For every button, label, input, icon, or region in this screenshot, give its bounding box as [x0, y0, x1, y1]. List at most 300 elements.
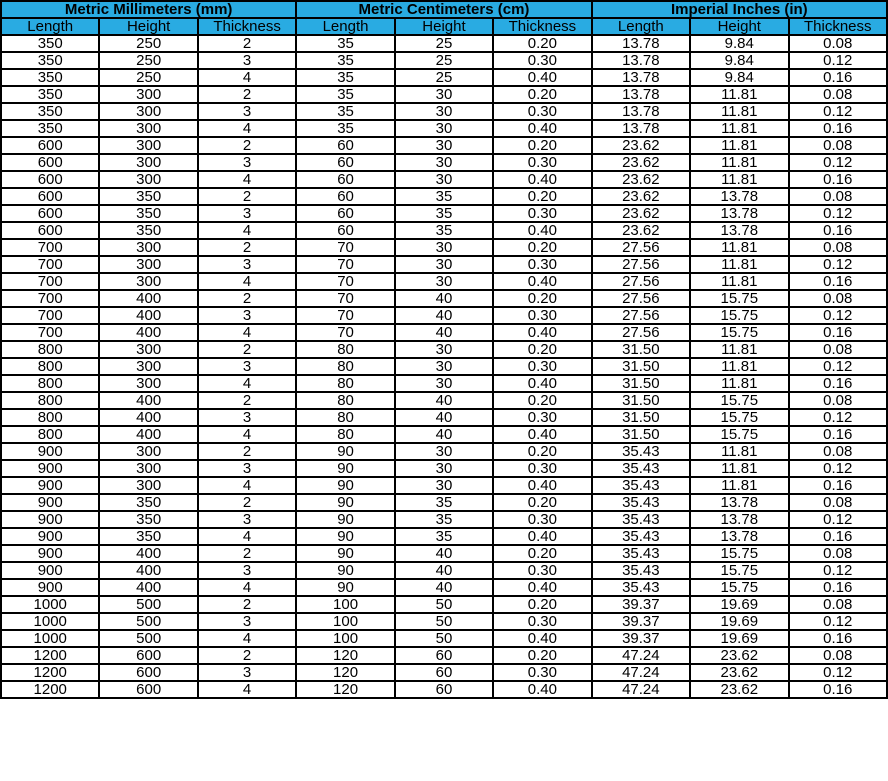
cell: 1200 [1, 647, 99, 664]
cell: 30 [395, 171, 493, 188]
cell: 0.20 [493, 290, 591, 307]
cell: 4 [198, 630, 296, 647]
column-header-length: Length [1, 18, 99, 35]
table-row [1, 409, 887, 426]
cell: 800 [1, 426, 99, 443]
cell: 300 [99, 154, 197, 171]
cell: 4 [198, 528, 296, 545]
cell: 300 [99, 256, 197, 273]
cell: 600 [1, 222, 99, 239]
cell: 3 [198, 664, 296, 681]
cell: 1000 [1, 596, 99, 613]
table-row [1, 103, 887, 120]
cell: 3 [198, 511, 296, 528]
cell: 900 [1, 511, 99, 528]
cell: 9.84 [690, 52, 788, 69]
cell: 15.75 [690, 307, 788, 324]
column-header-height: Height [99, 18, 197, 35]
cell: 3 [198, 103, 296, 120]
cell: 0.08 [789, 239, 888, 256]
cell: 13.78 [690, 222, 788, 239]
cell: 0.20 [493, 188, 591, 205]
cell: 35 [296, 120, 394, 137]
cell: 9.84 [690, 35, 788, 52]
cell: 13.78 [690, 494, 788, 511]
cell: 2 [198, 86, 296, 103]
table-row [1, 290, 887, 307]
cell: 800 [1, 358, 99, 375]
cell: 47.24 [592, 664, 690, 681]
cell: 2 [198, 647, 296, 664]
cell: 39.37 [592, 613, 690, 630]
cell: 90 [296, 494, 394, 511]
table-row [1, 324, 887, 341]
cell: 90 [296, 528, 394, 545]
cell: 0.30 [493, 460, 591, 477]
cell: 1000 [1, 613, 99, 630]
cell: 0.16 [789, 375, 888, 392]
cell: 47.24 [592, 681, 690, 698]
cell: 800 [1, 375, 99, 392]
cell: 11.81 [690, 358, 788, 375]
cell: 250 [99, 52, 197, 69]
cell: 35.43 [592, 579, 690, 596]
cell: 25 [395, 35, 493, 52]
cell: 23.62 [690, 664, 788, 681]
cell: 0.16 [789, 630, 888, 647]
cell: 80 [296, 341, 394, 358]
cell: 0.30 [493, 613, 591, 630]
cell: 0.12 [789, 562, 888, 579]
cell: 3 [198, 52, 296, 69]
cell: 0.40 [493, 120, 591, 137]
cell: 2 [198, 137, 296, 154]
cell: 300 [99, 171, 197, 188]
cell: 0.08 [789, 341, 888, 358]
cell: 2 [198, 545, 296, 562]
cell: 600 [1, 205, 99, 222]
cell: 900 [1, 579, 99, 596]
cell: 4 [198, 222, 296, 239]
cell: 600 [99, 681, 197, 698]
cell: 600 [1, 188, 99, 205]
cell: 700 [1, 324, 99, 341]
cell: 2 [198, 188, 296, 205]
cell: 300 [99, 477, 197, 494]
cell: 0.16 [789, 120, 888, 137]
cell: 90 [296, 443, 394, 460]
column-header-height: Height [690, 18, 788, 35]
cell: 35 [395, 188, 493, 205]
cell: 400 [99, 426, 197, 443]
table-row [1, 239, 887, 256]
cell: 0.20 [493, 239, 591, 256]
cell: 13.78 [690, 528, 788, 545]
group-header-imperial-in: Imperial Inches (in) [592, 1, 887, 18]
cell: 0.30 [493, 103, 591, 120]
cell: 90 [296, 545, 394, 562]
cell: 0.12 [789, 154, 888, 171]
cell: 31.50 [592, 358, 690, 375]
cell: 0.12 [789, 103, 888, 120]
cell: 0.16 [789, 69, 888, 86]
cell: 47.24 [592, 647, 690, 664]
cell: 4 [198, 375, 296, 392]
cell: 700 [1, 256, 99, 273]
cell: 0.08 [789, 188, 888, 205]
cell: 13.78 [592, 69, 690, 86]
table-row [1, 613, 887, 630]
cell: 0.20 [493, 494, 591, 511]
table-row [1, 375, 887, 392]
cell: 30 [395, 273, 493, 290]
cell: 0.40 [493, 579, 591, 596]
cell: 30 [395, 477, 493, 494]
table-row [1, 647, 887, 664]
cell: 0.20 [493, 545, 591, 562]
cell: 35 [296, 86, 394, 103]
column-header-row [1, 18, 887, 35]
cell: 900 [1, 460, 99, 477]
cell: 40 [395, 290, 493, 307]
cell: 30 [395, 460, 493, 477]
cell: 0.20 [493, 443, 591, 460]
cell: 39.37 [592, 630, 690, 647]
cell: 400 [99, 392, 197, 409]
cell: 35.43 [592, 562, 690, 579]
cell: 700 [1, 239, 99, 256]
cell: 40 [395, 545, 493, 562]
cell: 35 [395, 511, 493, 528]
cell: 11.81 [690, 120, 788, 137]
cell: 30 [395, 137, 493, 154]
table-row [1, 545, 887, 562]
cell: 0.16 [789, 528, 888, 545]
cell: 30 [395, 120, 493, 137]
cell: 35.43 [592, 443, 690, 460]
cell: 11.81 [690, 239, 788, 256]
cell: 900 [1, 494, 99, 511]
cell: 30 [395, 256, 493, 273]
cell: 3 [198, 256, 296, 273]
table-row [1, 562, 887, 579]
cell: 500 [99, 596, 197, 613]
cell: 0.20 [493, 137, 591, 154]
cell: 70 [296, 239, 394, 256]
cell: 13.78 [690, 188, 788, 205]
cell: 23.62 [690, 681, 788, 698]
cell: 2 [198, 392, 296, 409]
table-row [1, 222, 887, 239]
cell: 0.40 [493, 528, 591, 545]
cell: 23.62 [592, 222, 690, 239]
cell: 0.30 [493, 358, 591, 375]
cell: 50 [395, 596, 493, 613]
cell: 13.78 [592, 120, 690, 137]
cell: 2 [198, 341, 296, 358]
table-row [1, 460, 887, 477]
cell: 23.62 [690, 647, 788, 664]
cell: 300 [99, 358, 197, 375]
cell: 31.50 [592, 341, 690, 358]
cell: 600 [1, 171, 99, 188]
cell: 0.08 [789, 596, 888, 613]
cell: 35 [296, 103, 394, 120]
cell: 100 [296, 613, 394, 630]
cell: 600 [1, 154, 99, 171]
cell: 40 [395, 579, 493, 596]
cell: 1200 [1, 681, 99, 698]
cell: 70 [296, 256, 394, 273]
cell: 0.08 [789, 137, 888, 154]
table-row [1, 273, 887, 290]
cell: 11.81 [690, 477, 788, 494]
cell: 60 [395, 647, 493, 664]
table-row [1, 494, 887, 511]
cell: 700 [1, 307, 99, 324]
cell: 2 [198, 596, 296, 613]
table-row [1, 681, 887, 698]
table-row [1, 256, 887, 273]
cell: 9.84 [690, 69, 788, 86]
table-row [1, 69, 887, 86]
table-row [1, 35, 887, 52]
cell: 35 [296, 35, 394, 52]
cell: 350 [1, 69, 99, 86]
cell: 300 [99, 239, 197, 256]
cell: 60 [395, 664, 493, 681]
cell: 400 [99, 579, 197, 596]
cell: 600 [99, 647, 197, 664]
cell: 60 [296, 154, 394, 171]
cell: 4 [198, 579, 296, 596]
cell: 0.08 [789, 545, 888, 562]
cell: 2 [198, 494, 296, 511]
cell: 50 [395, 630, 493, 647]
cell: 400 [99, 290, 197, 307]
cell: 3 [198, 613, 296, 630]
cell: 11.81 [690, 154, 788, 171]
cell: 80 [296, 409, 394, 426]
cell: 70 [296, 307, 394, 324]
cell: 13.78 [690, 205, 788, 222]
cell: 0.08 [789, 647, 888, 664]
cell: 11.81 [690, 443, 788, 460]
cell: 900 [1, 477, 99, 494]
cell: 0.16 [789, 171, 888, 188]
cell: 31.50 [592, 426, 690, 443]
cell: 11.81 [690, 171, 788, 188]
cell: 4 [198, 171, 296, 188]
cell: 40 [395, 562, 493, 579]
cell: 0.08 [789, 35, 888, 52]
cell: 100 [296, 630, 394, 647]
cell: 0.12 [789, 409, 888, 426]
cell: 31.50 [592, 392, 690, 409]
cell: 90 [296, 460, 394, 477]
table-row [1, 205, 887, 222]
cell: 13.78 [592, 86, 690, 103]
cell: 13.78 [592, 103, 690, 120]
cell: 40 [395, 426, 493, 443]
cell: 0.12 [789, 52, 888, 69]
cell: 350 [99, 188, 197, 205]
cell: 19.69 [690, 596, 788, 613]
cell: 15.75 [690, 392, 788, 409]
table-row [1, 630, 887, 647]
cell: 39.37 [592, 596, 690, 613]
cell: 0.08 [789, 392, 888, 409]
table-row [1, 120, 887, 137]
cell: 31.50 [592, 409, 690, 426]
cell: 350 [1, 86, 99, 103]
cell: 120 [296, 647, 394, 664]
cell: 15.75 [690, 562, 788, 579]
cell: 25 [395, 69, 493, 86]
cell: 60 [296, 205, 394, 222]
cell: 2 [198, 239, 296, 256]
cell: 11.81 [690, 86, 788, 103]
cell: 40 [395, 392, 493, 409]
cell: 35 [395, 205, 493, 222]
cell: 350 [99, 528, 197, 545]
cell: 23.62 [592, 154, 690, 171]
cell: 35 [395, 528, 493, 545]
cell: 2 [198, 35, 296, 52]
cell: 3 [198, 154, 296, 171]
cell: 13.78 [592, 52, 690, 69]
cell: 0.40 [493, 324, 591, 341]
cell: 500 [99, 613, 197, 630]
cell: 0.16 [789, 681, 888, 698]
cell: 0.20 [493, 596, 591, 613]
cell: 35.43 [592, 511, 690, 528]
cell: 30 [395, 154, 493, 171]
cell: 35.43 [592, 494, 690, 511]
cell: 11.81 [690, 103, 788, 120]
cell: 70 [296, 290, 394, 307]
cell: 4 [198, 69, 296, 86]
cell: 0.30 [493, 409, 591, 426]
cell: 15.75 [690, 324, 788, 341]
cell: 300 [99, 443, 197, 460]
cell: 4 [198, 324, 296, 341]
cell: 60 [296, 137, 394, 154]
cell: 0.20 [493, 647, 591, 664]
cell: 50 [395, 613, 493, 630]
table-row [1, 52, 887, 69]
table-row [1, 426, 887, 443]
cell: 350 [99, 205, 197, 222]
cell: 23.62 [592, 137, 690, 154]
cell: 0.40 [493, 273, 591, 290]
table-row [1, 511, 887, 528]
cell: 400 [99, 409, 197, 426]
cell: 11.81 [690, 256, 788, 273]
cell: 0.30 [493, 256, 591, 273]
cell: 40 [395, 409, 493, 426]
cell: 3 [198, 358, 296, 375]
cell: 15.75 [690, 545, 788, 562]
cell: 23.62 [592, 205, 690, 222]
cell: 350 [1, 120, 99, 137]
table-row [1, 358, 887, 375]
cell: 0.40 [493, 426, 591, 443]
cell: 30 [395, 443, 493, 460]
cell: 800 [1, 341, 99, 358]
cell: 300 [99, 375, 197, 392]
cell: 0.16 [789, 324, 888, 341]
table-row [1, 154, 887, 171]
cell: 0.20 [493, 392, 591, 409]
cell: 0.30 [493, 52, 591, 69]
cell: 0.30 [493, 307, 591, 324]
cell: 120 [296, 681, 394, 698]
table-row [1, 528, 887, 545]
cell: 35.43 [592, 477, 690, 494]
cell: 0.30 [493, 511, 591, 528]
cell: 4 [198, 120, 296, 137]
column-header-thickness: Thickness [198, 18, 296, 35]
cell: 60 [296, 222, 394, 239]
cell: 120 [296, 664, 394, 681]
cell: 90 [296, 579, 394, 596]
cell: 35.43 [592, 460, 690, 477]
cell: 35 [296, 69, 394, 86]
cell: 300 [99, 137, 197, 154]
table-row [1, 307, 887, 324]
cell: 250 [99, 69, 197, 86]
cell: 60 [395, 681, 493, 698]
cell: 13.78 [690, 511, 788, 528]
table-row [1, 664, 887, 681]
cell: 35.43 [592, 545, 690, 562]
table-row [1, 392, 887, 409]
cell: 23.62 [592, 188, 690, 205]
cell: 1000 [1, 630, 99, 647]
cell: 3 [198, 562, 296, 579]
cell: 15.75 [690, 409, 788, 426]
cell: 300 [99, 103, 197, 120]
cell: 3 [198, 409, 296, 426]
cell: 400 [99, 324, 197, 341]
cell: 700 [1, 273, 99, 290]
cell: 3 [198, 307, 296, 324]
cell: 0.30 [493, 154, 591, 171]
cell: 0.12 [789, 307, 888, 324]
cell: 0.20 [493, 341, 591, 358]
table-row [1, 86, 887, 103]
cell: 0.40 [493, 171, 591, 188]
cell: 0.20 [493, 35, 591, 52]
cell: 0.16 [789, 426, 888, 443]
cell: 30 [395, 375, 493, 392]
column-header-height: Height [395, 18, 493, 35]
cell: 31.50 [592, 375, 690, 392]
cell: 30 [395, 341, 493, 358]
cell: 60 [296, 171, 394, 188]
cell: 70 [296, 324, 394, 341]
table-row [1, 596, 887, 613]
cell: 0.16 [789, 222, 888, 239]
cell: 27.56 [592, 307, 690, 324]
table-row [1, 137, 887, 154]
cell: 11.81 [690, 137, 788, 154]
cell: 0.40 [493, 375, 591, 392]
cell: 350 [1, 35, 99, 52]
cell: 300 [99, 341, 197, 358]
cell: 0.12 [789, 664, 888, 681]
